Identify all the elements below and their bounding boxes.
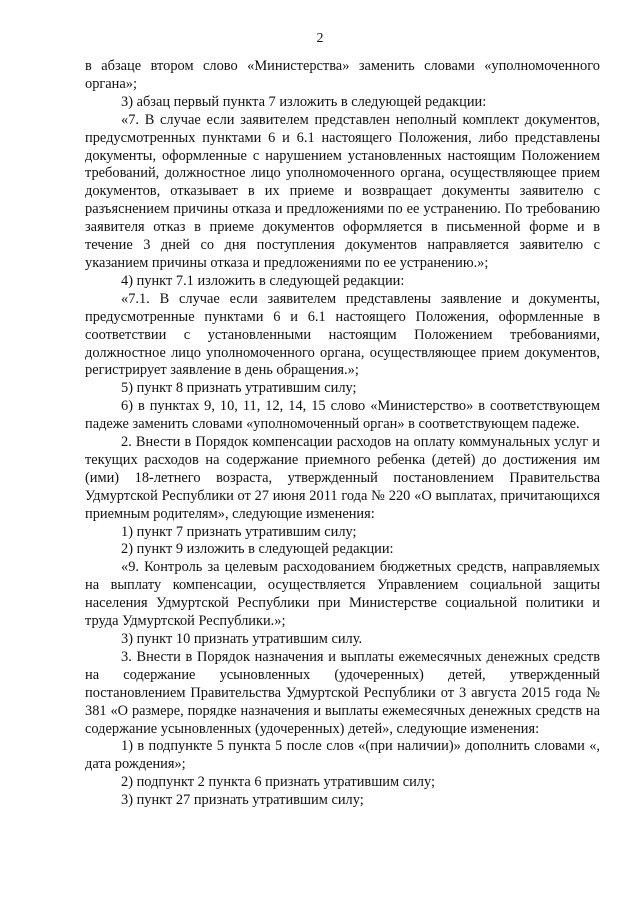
paragraph: 3) абзац первый пункта 7 изложить в следующей редакции: [121,93,487,110]
paragraph: «7. В случае если заявителем представлен неполный комплект документов, предусмотренных пунктами 6 и 6.1 настоящего Положения, либо представлены документы, оформленные с нарушением установленных настоящим Положением требований, должностное лицо уполномоченного органа, осуществляющее прием документов, отказывает в их приеме и возвращает документы заявителю с разъяснением причины отказа и предложениями по ее устранению. По требованию заявителя отказ в приеме документов оформляется в письменной форме и в течение 3 дней со дня поступления документов направляется заявителю с указанием причины отказа и предложениями по ее устранению.»; [85,111,600,271]
document-body [85,58,600,810]
paragraph: в абзаце втором слово «Министерства» заменить словами «уполномоченного органа»; [85,58,600,92]
page-number: 2 [316,31,324,46]
paragraph: 2) подпункт 2 пункта 6 признать утратившим силу; [121,774,435,791]
paragraph: 1) пункт 7 признать утратившим силу; [121,523,357,540]
paragraph: 2. Внести в Порядок компенсации расходов на оплату коммунальных услуг и текущих расходов на содержание приемного ребенка (детей) до достижения им (ими) 18-летнего возраста, утвержденный постановлением Правительства Удмуртской Республики от 27 июня 2011 года № 220 «О выплатах, причитающихся приемным родителям», следующие изменения: [85,434,600,522]
paragraph: 1) в подпункте 5 пункта 5 после слов «(при наличии)» дополнить словами «, дата рождения»; [85,738,600,773]
paragraph: 3) пункт 10 признать утратившим силу. [121,631,363,647]
paragraph: «7.1. В случае если заявителем представлены заявление и документы, предусмотренные пунктами 6 и 6.1 настоящего Положения, оформленные в соответствии с установленными настоящим Положением требованиями, должностное лицо уполномоченного органа, осуществляющее прием документов, регистрирует заявление в день обращения.»; [85,290,600,379]
paragraph: 3. Внести в Порядок назначения и выплаты ежемесячных денежных средств на содержание усыновленных (удочеренных) детей, утвержденный постановлением Правительства Удмуртской Республики от 3 августа 2015 года № 381 «О размере, порядке назначения и выплаты ежемесячных денежных средств на содержание усыновленных (удочеренных) детей», следующие изменения: [85,648,600,737]
paragraph: 2) пункт 9 изложить в следующей редакции: [121,541,394,558]
paragraph: «9. Контроль за целевым расходованием бюджетных средств, направляемых на выплату компенсации, осуществляется Управлением социальной защиты населения Удмуртской Республики при Министерстве социальной политики и труда Удмуртской Республики.»; [85,559,600,630]
paragraph: 5) пункт 8 признать утратившим силу; [121,380,357,397]
paragraph: 4) пункт 7.1 изложить в следующей редакции: [121,272,405,289]
paragraph: 3) пункт 27 признать утратившим силу; [121,792,364,809]
paragraph: 6) в пунктах 9, 10, 11, 12, 14, 15 слово «Министерство» в соответствующем падеже заменить словами «уполномоченный орган» в соответствующем падеже. [85,398,600,433]
